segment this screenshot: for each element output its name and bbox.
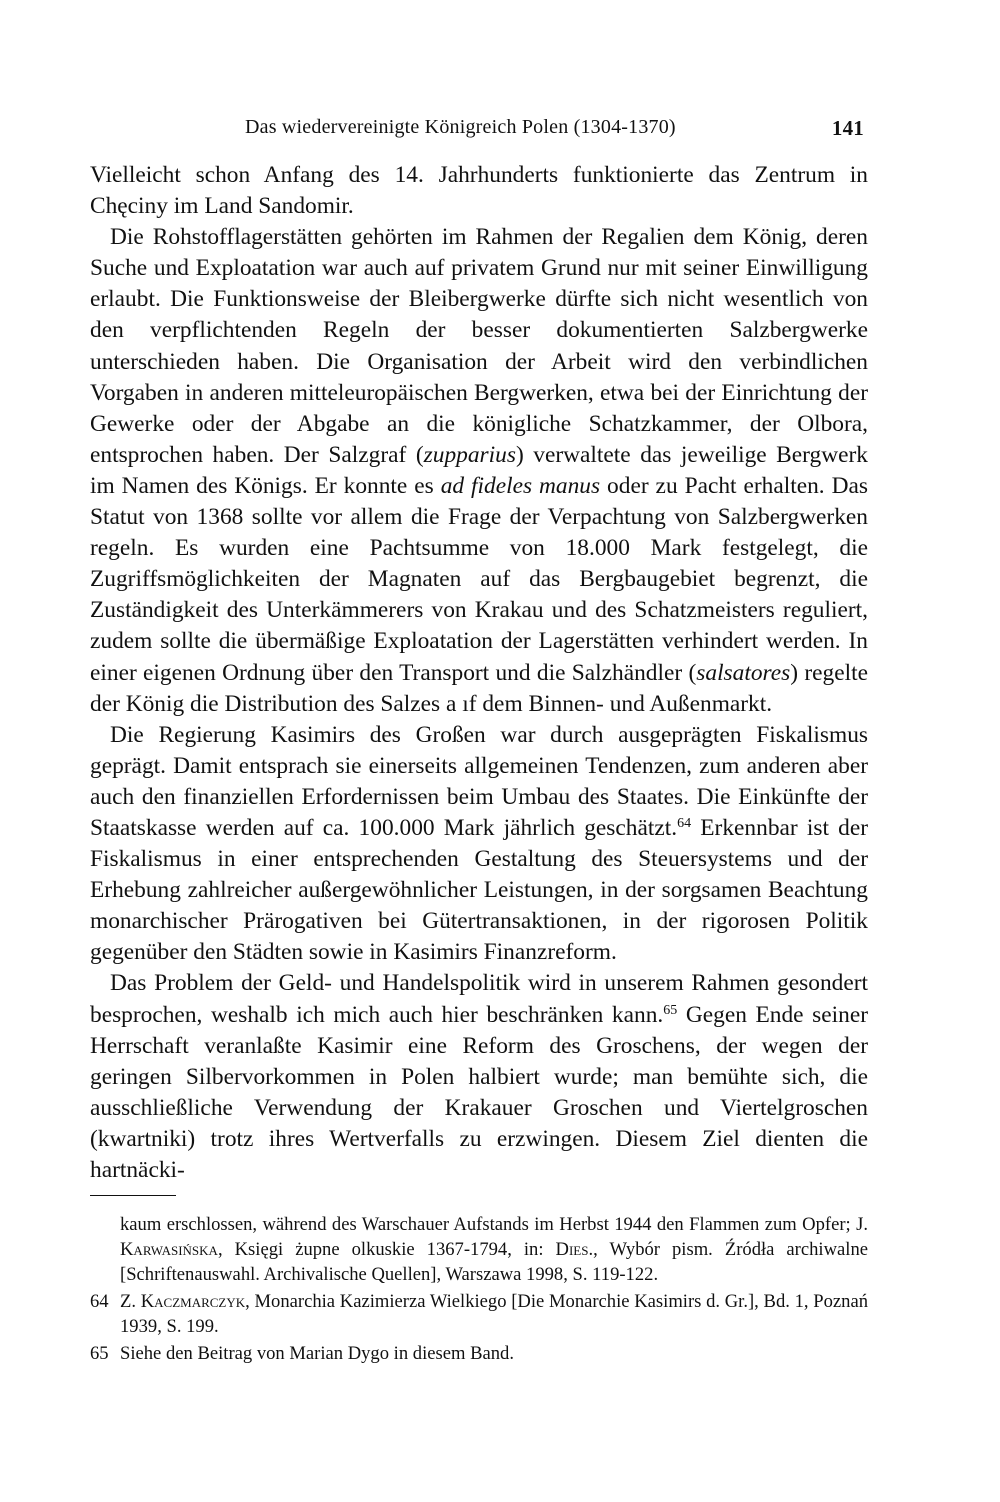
paragraph-3-text-a: Die Regierung Kasimirs des Großen war durch ausgeprägten Fiskalismus geprägt. Damit entsprach sie einerseits allgemeinen Tendenzen, zum anderen aber auch den finanziellen Erfordernissen beim Umbau des Staates. Die Einkünfte der Staatskasse werden auf ca. 100.000 Mark jährlich geschätzt. — [90, 721, 868, 841]
footnote-64-text-b: , Monarchia Kazimierza Wielkiego [Die Monarchie Kasimirs d. Gr.], Bd. 1, Poznań 1939, S. 199. — [120, 1291, 868, 1337]
footnote-64 — [90, 1289, 868, 1339]
running-head — [90, 108, 868, 144]
footnote-text: Siehe den Beitrag von Marian Dygo in diesem Band. — [120, 1343, 515, 1364]
footnote-65 — [90, 1341, 868, 1366]
author-dies: Dies — [555, 1239, 589, 1260]
footnote-64-text-a: Z. — [120, 1291, 141, 1312]
paragraph-2-text-c: oder zu Pacht erhalten. Das Statut von 1368 sollte vor allem die Frage der Verpachtung von Salzbergwerken regeln. Es wurden eine Pachtsumme von 18.000 Mark festgelegt, die Zugriffsmöglichkeiten der Magnaten auf das Bergbaugebiet begrenzt, die Zuständigkeit des Unterkämmerers von Krakau und des Schatzmeisters reguliert, zudem sollte die übermäßige Exploatation der Lagerstätten verhindert werden. In einer eigenen Ordnung über den Transport und die Salzhändler ( — [90, 472, 868, 686]
footnote-text — [120, 1289, 868, 1339]
author-karwasinska: Karwasińska — [120, 1239, 218, 1260]
body-text — [90, 160, 868, 1186]
running-title: Das wiedervereinigte Königreich Polen (1304-1370) — [245, 116, 676, 138]
footnote-continued-text-b: , Księgi żupne olkuskie 1367-1794, in: — [217, 1239, 556, 1260]
footnote-continued-text-a: kaum erschlossen, während des Warschauer Aufstands im Herbst 1944 den Flammen zum Opfer; J. — [120, 1214, 868, 1235]
footnote-continued — [90, 1212, 868, 1287]
italic-term-salsatores: salsatores — [696, 659, 791, 686]
footnote-rule — [90, 1195, 176, 1196]
paragraph-4-text-a: Das Problem der Geld- und Handelspolitik wird in unserem Rahmen gesondert besprochen, weshalb ich mich auch hier beschränken kann. — [90, 970, 868, 1028]
paragraph-2-text-b: ) verwaltete das jeweilige Bergwerk im Namen des Königs. Er konnte es — [90, 441, 868, 499]
footnote-ref-64[interactable]: 64 — [677, 815, 692, 831]
footnotes — [90, 1195, 868, 1366]
footnote-number: 65 — [90, 1343, 109, 1364]
paragraph-2 — [90, 222, 868, 720]
paragraph-4-text-b: Gegen Ende seiner Herrschaft veranlaßte Kasimir eine Reform des Groschens, der wegen der geringen Silbervorkommen in Polen halbiert wurde; man bemühte sich, die ausschließliche Verwendung der Krakauer Groschen und Viertelgroschen (kwartniki) trotz ihres Wertverfalls zu erzwingen. Diesem Ziel dienten die hartnäcki- — [90, 1001, 868, 1183]
page — [90, 108, 868, 1186]
page-number: 141 — [831, 116, 864, 140]
paragraph-3 — [90, 720, 868, 969]
paragraph-2-text-a: Die Rohstofflagerstätten gehörten im Rahmen der Regalien dem König, deren Suche und Exploatation war auch auf privatem Grund nur mit seiner Einwilligung erlaubt. Die Funktionsweise der Bleibergwerke dürfte sich nicht wesentlich von den verpflichtenden Regeln der besser dokumentierten Salzbergwerke unterschieden haben. Die Organisation der Arbeit wird den verbindlichen Vorgaben in anderen mitteleuropäischen Bergwerken, etwa bei der Einrichtung der Gewerke oder der Abgabe an die königliche Schatzkammer, der Olbora, entsprochen haben. Der Salzgraf ( — [90, 224, 868, 468]
footnote-number: 64 — [90, 1291, 109, 1312]
paragraph-4 — [90, 968, 868, 1186]
paragraph-2-text-d: ) regelte der König die Distribution des Salzes a ıf dem Binnen- und Außenmarkt. — [90, 659, 869, 717]
footnote-continued-text-c: ., Wybór pism. Źródła archiwalne [Schriftenauswahl. Archivalische Quellen], Warszawa 1998, S. 119-122. — [120, 1239, 868, 1285]
paragraph-1: Vielleicht schon Anfang des 14. Jahrhunderts funktionierte das Zentrum in Chęciny im Land Sandomir. — [90, 162, 868, 220]
author-kaczmarczyk: Kaczmarczyk — [140, 1291, 246, 1312]
paragraph-3-text-b: Erkennbar ist der Fiskalismus in einer entsprechenden Gestaltung des Steuersystems und der Erhebung zahlreicher außergewöhnlicher Leistungen, in der sorgsamen Beachtung monarchischer Prärogativen bei Gütertransaktionen, in der rigorosen Politik gegenüber den Städten sowie in Kasimirs Finanzreform. — [90, 814, 869, 966]
italic-term-zupparius: zupparius — [423, 441, 516, 468]
footnote-ref-65[interactable]: 65 — [663, 1002, 678, 1018]
italic-term-ad-fideles-manus: ad fideles manus — [440, 472, 601, 499]
